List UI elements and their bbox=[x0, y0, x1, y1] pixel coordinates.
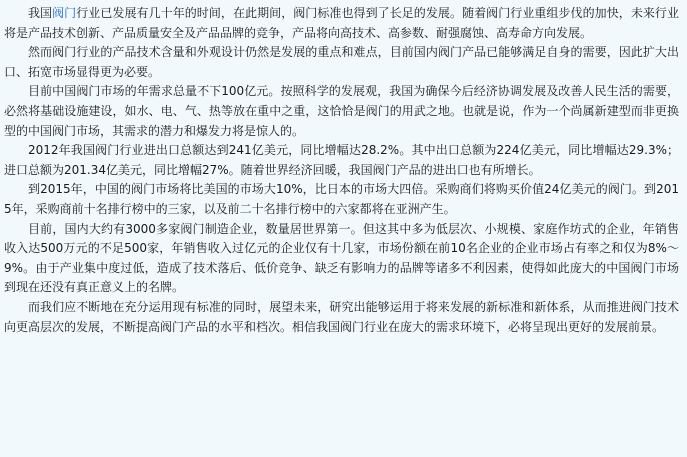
paragraph-7: 而我们应不断地在充分运用现有标准的同时，展望未来，研究出能够运用于将来发展的新标准和新体系，从而推进阀门技术向更高层次的发展，不断提高阀门产品的水平和档次。相信我国阀门行业在庞大的需求环境下，必将呈现出更好的发展前景。 bbox=[4, 299, 679, 334]
paragraph-3: 目前中国阀门市场的年需求总量不下100亿元。按照科学的发展观，我国为确保今后经济协调发展及改善人民生活的需要，必然将基础设施建设，如水、电、气、热等放在重中之重，这恰恰是阀门的用武之地。也就是说，作为一个尚属新建型而非更换型的中国阀门市场，其需求的潜力和爆发力将是惊人的。 bbox=[4, 84, 679, 138]
paragraph-6: 目前，国内大约有3000多家阀门制造企业，数量居世界第一。但这其中多为低层次、小规模、家庭作坊式的企业，年销售收入达500万元的不足500家，年销售收入过亿元的企业仅有十几家，市场份额在前10名企业的企业市场占有率之和仅为8%～9%。由于产业集中度过低，造成了技术落后、低价竞争、缺乏有影响力的品牌等诸多不利因素，使得如此庞大的中国阀门市场到现在还没有真正意义上的名牌。 bbox=[4, 221, 679, 295]
paragraph-4: 2012年我国阀门行业进出口总额达到241亿美元，同比增幅达28.2%。其中出口总额为224亿美元，同比增幅达29.3%；进口总额为201.34亿美元，同比增幅27%。随着世界经济回暖，我国阀门产品的进出口也有所增长。 bbox=[4, 143, 679, 177]
valve-keyword-link[interactable]: 阀门 bbox=[52, 6, 77, 20]
paragraph-1 bbox=[4, 4, 679, 43]
paragraph-5: 到2015年，中国的阀门市场将比美国的市场大10%，比日本的市场大四倍。采购商们将购买价值24亿美元的阀门。到2015年，采购商前十名排行榜中的三家，以及前二十名排行榜中的六家都将在亚洲产生。 bbox=[4, 182, 679, 216]
paragraph-1-post: 行业已发展有几十年的时间，在此期间，阀门标准也得到了长足的发展。随着阀门行业重组步伐的加快，未来行业将是产品技术创新、产品质量安全及产品品牌的竞争，产品将向高技术、高参数、耐强腐蚀、高寿命方向发展。 bbox=[4, 6, 679, 40]
paragraph-1-pre: 我国 bbox=[28, 6, 53, 20]
paragraph-2: 然而阀门行业的产品技术含量和外观设计仍然是发展的重点和难点，目前国内阀门产品已能够满足自身的需要，因此扩大出口、拓宽市场显得更为必要。 bbox=[4, 45, 679, 79]
